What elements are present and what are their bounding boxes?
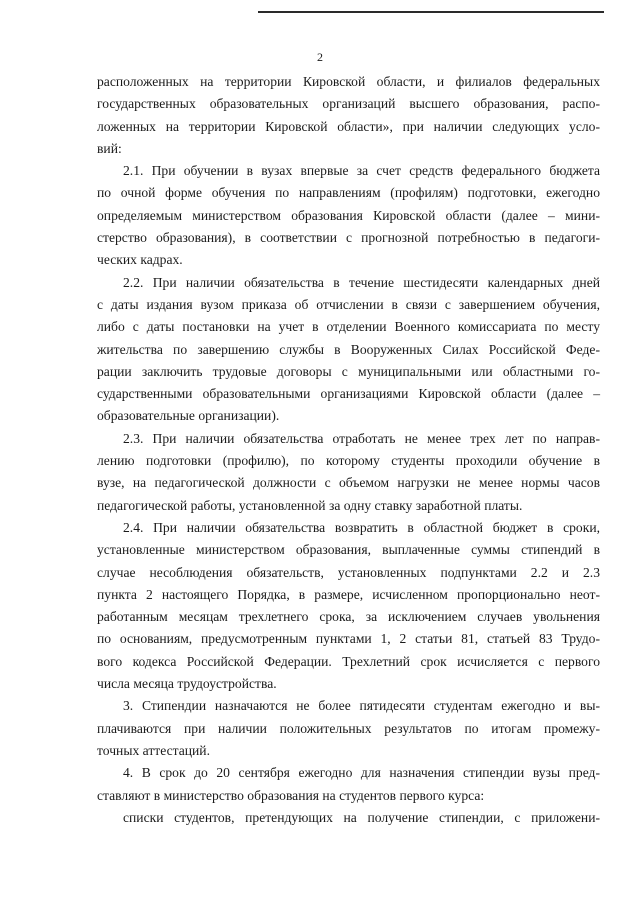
text-line: работанным месяцам трехлетнего срока, за исключением случаев увольнения [97,609,600,625]
document-body [97,71,600,829]
text-line: образовательные организации). [97,408,280,424]
text-line: числа месяца трудоустройства. [97,676,277,692]
text-line: государственных образовательных организаций высшего образования, распо- [97,96,600,112]
text-line: вий: [97,140,122,156]
text-line: по основаниям, предусмотренным пунктами 1, 2 статьи 81, статьей 83 Трудо- [97,631,600,647]
text-line: точных аттестаций. [97,742,210,758]
text-line: педагогической работы, установленной за одну ставку заработной платы. [97,497,523,513]
paragraph-2-4-line: 2.4. При наличии обязательства возвратить в областной бюджет в сроки, [123,519,600,535]
text-line: рации заключить трудовые договоры с муниципальными или областными го- [97,363,600,379]
paragraph-list-line: списки студентов, претендующих на получение стипендии, с приложени- [123,809,600,825]
text-line: с даты издания вузом приказа об отчислении в связи с завершением обучения, [97,296,600,312]
text-line: вого кодекса Российской Федерации. Трехлетний срок исчисляется с первого [97,653,600,669]
text-line: сударственными образовательными организациями Кировской области (далее – [97,386,600,402]
text-line: определяемым министерством образования Кировской области (далее – мини- [97,207,600,223]
text-line: ставляют в министерство образования на студентов первого курса: [97,787,485,803]
text-line: пункта 2 настоящего Порядка, в размере, исчисленном пропорционально неот- [97,586,600,602]
text-line: расположенных на территории Кировской области, и филиалов федеральных [97,74,600,89]
text-line: стерство образования), в соответствии с прогнозной потребностью в педагоги- [97,230,600,246]
paragraph-3-line: 3. Стипендии назначаются не более пятидесяти студентам ежегодно и вы- [123,698,600,714]
text-line: установленные министерством образования, выплаченные суммы стипендий в [97,542,600,558]
text-line: жительства по завершению службы в Вооруженных Силах Российской Феде- [97,341,600,357]
paragraph-4-line: 4. В срок до 20 сентября ежегодно для назначения стипендии вузы пред- [123,765,600,781]
text-line: ческих кадрах. [97,252,183,268]
text-line: лению подготовки (профилю), по которому студенты проходили обучение в [97,453,600,469]
text-line: ложенных на территории Кировской области», при наличии следующих усло- [97,118,600,134]
text-line: по очной форме обучения по направлениям (профилям) подготовки, ежегодно [97,185,600,201]
paragraph-2-1-line: 2.1. При обучении в вузах впервые за счет средств федерального бюджета [123,163,600,179]
paragraph-2-3-line: 2.3. При наличии обязательства отработать не менее трех лет по направ- [123,430,600,446]
text-line: либо с даты постановки на учет в отделении Военного комиссариата по месту [97,319,600,335]
text-line: плачиваются при наличии положительных результатов по итогам промежу- [97,720,600,736]
page-number: 2 [317,50,323,64]
top-rule [258,11,604,13]
paragraph-2-2-line: 2.2. При наличии обязательства в течение шестидесяти календарных дней [123,274,600,290]
text-line: вузе, на педагогической должности с объемом нагрузки не менее нормы часов [97,475,600,491]
text-line: случае несоблюдения обязательств, установленных подпунктами 2.2 и 2.3 [97,564,600,580]
